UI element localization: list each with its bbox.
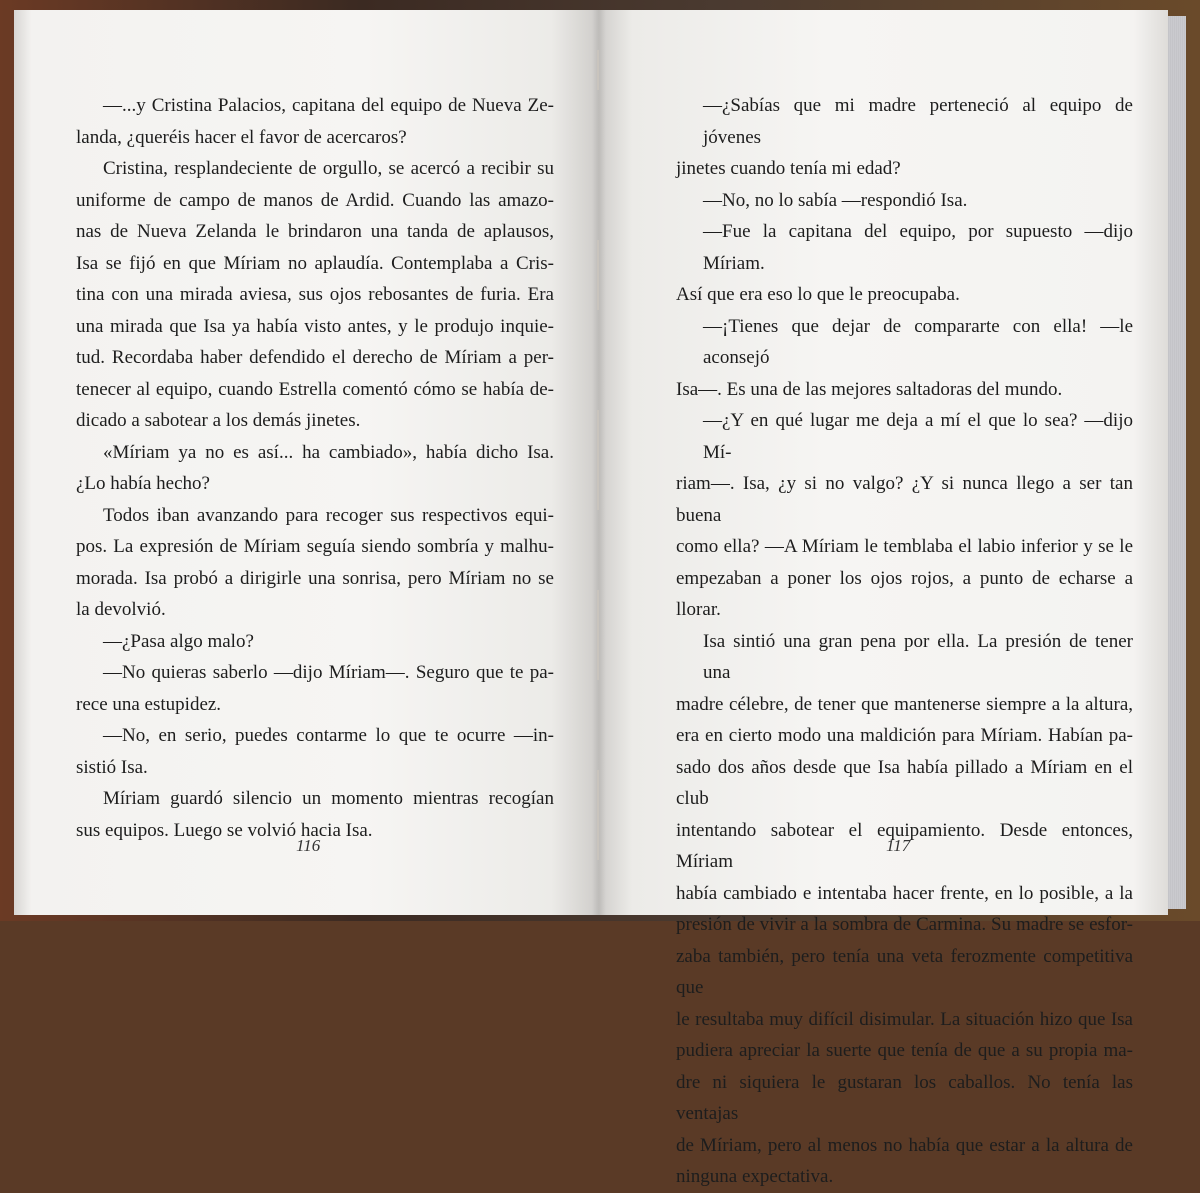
- text-line: —No, no lo sabía —respondió Isa.: [703, 189, 968, 211]
- left-page-text: [76, 90, 554, 846]
- text-line: uniforme de campo de manos de Ardid. Cuando las amazo-: [76, 189, 554, 211]
- text-line: empezaban a poner los ojos rojos, a punto de echarse a llorar.: [676, 567, 1133, 620]
- text-line: zaba también, pero tenía una veta ferozmente competitiva que: [676, 945, 1133, 998]
- left-page-number: 116: [296, 836, 321, 855]
- text-line: —Fue la capitana del equipo, por supuesto —dijo Míriam.: [703, 221, 1133, 274]
- text-line: pos. La expresión de Míriam seguía siendo sombría y malhu-: [76, 536, 554, 557]
- text-line: había cambiado e intentaba hacer frente, en lo posible, a la: [676, 882, 1133, 904]
- book-gutter: [592, 10, 606, 915]
- text-line: sado dos años desde que Isa había pillado a Míriam en el club: [676, 756, 1133, 809]
- binding-stitch: [597, 50, 599, 90]
- text-line: tenecer al equipo, cuando Estrella comentó cómo se había de-: [76, 378, 554, 400]
- page-edges: [1168, 16, 1186, 909]
- text-line: —¿Y en qué lugar me deja a mí el que lo sea? —dijo Mí-: [703, 410, 1133, 463]
- text-line: sus equipos. Luego se volvió hacia Isa.: [76, 819, 373, 841]
- text-line: presión de vivir a la sombra de Carmina. Su madre se esfor-: [676, 914, 1133, 935]
- text-line: una mirada que Isa ya había visto antes, y le produjo inquie-: [76, 315, 554, 337]
- binding-stitch: [597, 410, 599, 510]
- text-line: Isa—. Es una de las mejores saltadoras del mundo.: [676, 378, 1063, 400]
- text-line: Todos iban avanzando para recoger sus respectivos equi-: [103, 504, 554, 526]
- text-line: la devolvió.: [76, 599, 166, 620]
- text-line: —...y Cristina Palacios, capitana del equipo de Nueva Ze-: [103, 95, 554, 116]
- text-line: «Míriam ya no es así... ha cambiado», había dicho Isa.: [103, 441, 554, 463]
- text-line: sistió Isa.: [76, 756, 148, 778]
- right-page: [598, 10, 1168, 1187]
- binding-stitch: [597, 590, 599, 680]
- text-line: era en cierto modo una maldición para Míriam. Habían pa-: [676, 725, 1133, 746]
- text-line: pudiera apreciar la suerte que tenía de que a su propia ma-: [676, 1040, 1133, 1061]
- text-line: ninguna expectativa.: [676, 1166, 834, 1187]
- text-line: Isa se fijó en que Míriam no aplaudía. Contemplaba a Cris-: [76, 252, 554, 274]
- text-line: madre célebre, de tener que mantenerse siempre a la altura,: [676, 693, 1133, 715]
- text-line: dicado a sabotear a los demás jinetes.: [76, 410, 361, 431]
- text-line: rece una estupidez.: [76, 693, 222, 715]
- text-line: Así que era eso lo que le preocupaba.: [676, 284, 960, 305]
- text-line: —¿Pasa algo malo?: [103, 630, 254, 652]
- text-line: dre ni siquiera le gustaran los caballos. No tenía las ventajas: [676, 1071, 1133, 1124]
- open-book: [14, 10, 1186, 1187]
- text-line: —¡Tienes que dejar de compararte con ella! —le aconsejó: [703, 315, 1133, 368]
- text-line: nas de Nueva Zelanda le brindaron una tanda de aplausos,: [76, 221, 554, 242]
- text-line: —¿Sabías que mi madre perteneció al equipo de jóvenes: [703, 95, 1133, 148]
- text-line: ¿Lo había hecho?: [76, 473, 210, 494]
- text-line: tud. Recordaba haber defendido el derecho de Míriam a per-: [76, 347, 554, 368]
- text-line: morada. Isa probó a dirigirle una sonrisa, pero Míriam no se: [76, 567, 554, 589]
- text-line: como ella? —A Míriam le temblaba el labio inferior y se le: [676, 536, 1133, 557]
- binding-stitch: [597, 240, 599, 310]
- text-line: riam—. Isa, ¿y si no valgo? ¿Y si nunca llego a ser tan buena: [676, 473, 1133, 526]
- text-line: jinetes cuando tenía mi edad?: [676, 158, 901, 179]
- text-line: Míriam guardó silencio un momento mientras recogían: [103, 788, 554, 809]
- text-line: de Míriam, pero al menos no había que estar a la altura de: [676, 1134, 1133, 1156]
- text-line: landa, ¿queréis hacer el favor de acercaros?: [76, 126, 407, 148]
- right-page-text: [676, 90, 1133, 1193]
- right-page-number: 117: [886, 836, 911, 855]
- text-line: Cristina, resplandeciente de orgullo, se acercó a recibir su: [103, 158, 554, 179]
- text-line: —No, en serio, puedes contarme lo que te ocurre —in-: [103, 725, 554, 746]
- binding-stitch: [597, 770, 599, 860]
- text-line: intentando sabotear el equipamiento. Desde entonces, Míriam: [676, 819, 1133, 872]
- text-line: le resultaba muy difícil disimular. La situación hizo que Isa: [676, 1008, 1133, 1030]
- left-page: [14, 10, 598, 915]
- text-line: Isa sintió una gran pena por ella. La presión de tener una: [703, 630, 1133, 683]
- text-line: tina con una mirada aviesa, sus ojos rebosantes de furia. Era: [76, 284, 554, 305]
- text-line: —No quieras saberlo —dijo Míriam—. Seguro que te pa-: [103, 662, 554, 683]
